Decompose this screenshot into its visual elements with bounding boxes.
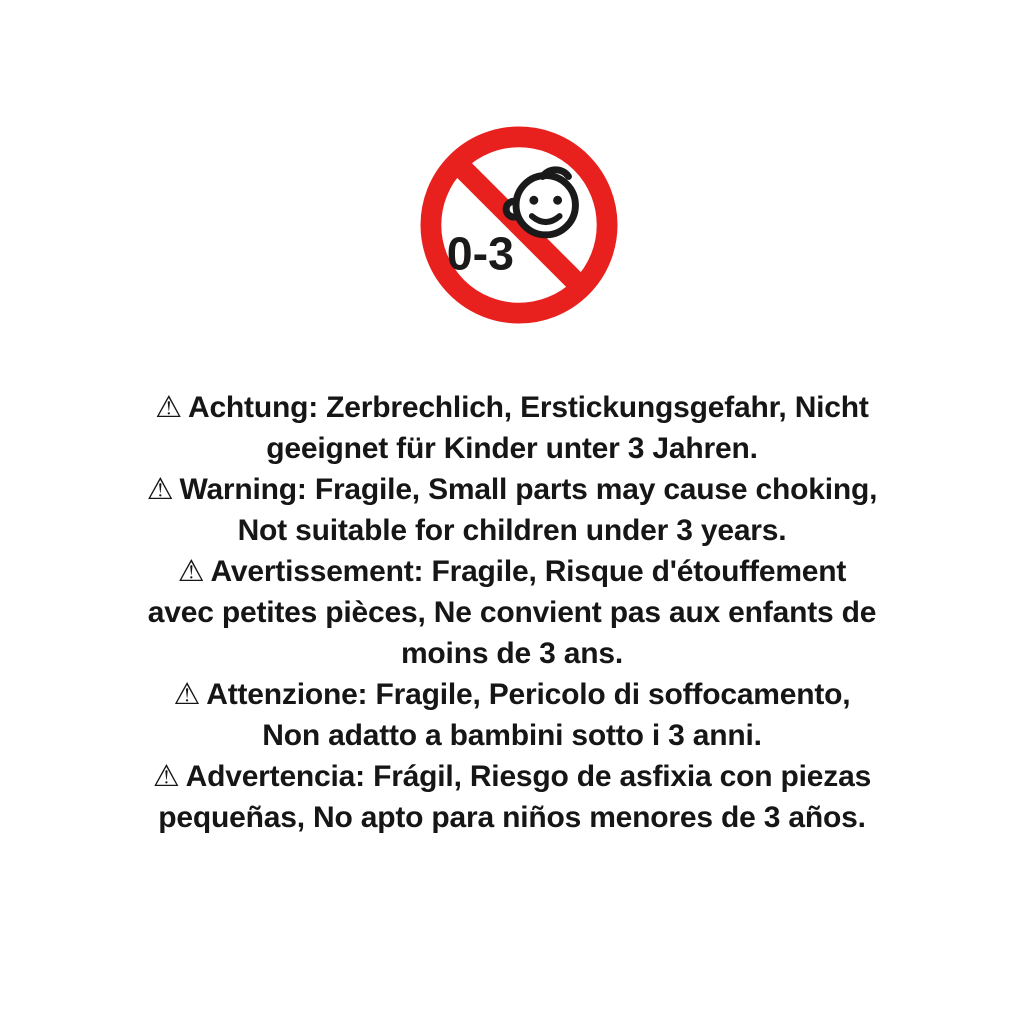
warning-italian (52, 674, 972, 756)
no-children-0-3-icon (420, 126, 618, 324)
warning-line: avec petites pièces, Ne convient pas aux enfants de (147, 596, 877, 629)
warning-line: Non adatto a bambini sotto i 3 anni. (262, 719, 762, 752)
warning-text: Attenzione: Fragile, Pericolo di soffocamento, (206, 678, 851, 711)
warnings-text-block (52, 387, 972, 838)
warning-spanish (52, 756, 972, 838)
warning-line: Not suitable for children under 3 years. (237, 514, 787, 547)
warning-text: Avertissement: Fragile, Risque d'étouffement (210, 555, 847, 588)
warning-line (52, 674, 972, 715)
warning-icon: ⚠ (152, 760, 180, 793)
warning-line: moins de 3 ans. (400, 637, 624, 670)
warning-line: geeignet für Kinder unter 3 Jahren. (266, 432, 758, 465)
warning-icon: ⚠ (155, 391, 182, 424)
warning-english (52, 469, 972, 551)
warning-line (52, 469, 972, 510)
warning-french (52, 551, 972, 674)
warning-icon: ⚠ (177, 555, 205, 588)
warning-text: Achtung: Zerbrechlich, Erstickungsgefahr, Nicht (187, 391, 869, 424)
warning-icon: ⚠ (146, 473, 174, 506)
warning-line (52, 756, 972, 797)
warning-line (52, 551, 972, 592)
warning-icon: ⚠ (173, 678, 201, 711)
warning-german (52, 387, 972, 469)
warning-text: Warning: Fragile, Small parts may cause choking, (179, 473, 878, 506)
warning-line (52, 387, 972, 428)
warning-text: Advertencia: Frágil, Riesgo de asfixia con piezas (185, 760, 872, 793)
warning-line: pequeñas, No apto para niños menores de 3 años. (158, 801, 866, 834)
age-range-label: 0-3 (446, 227, 515, 280)
no-children-0-3-svg (420, 126, 618, 324)
